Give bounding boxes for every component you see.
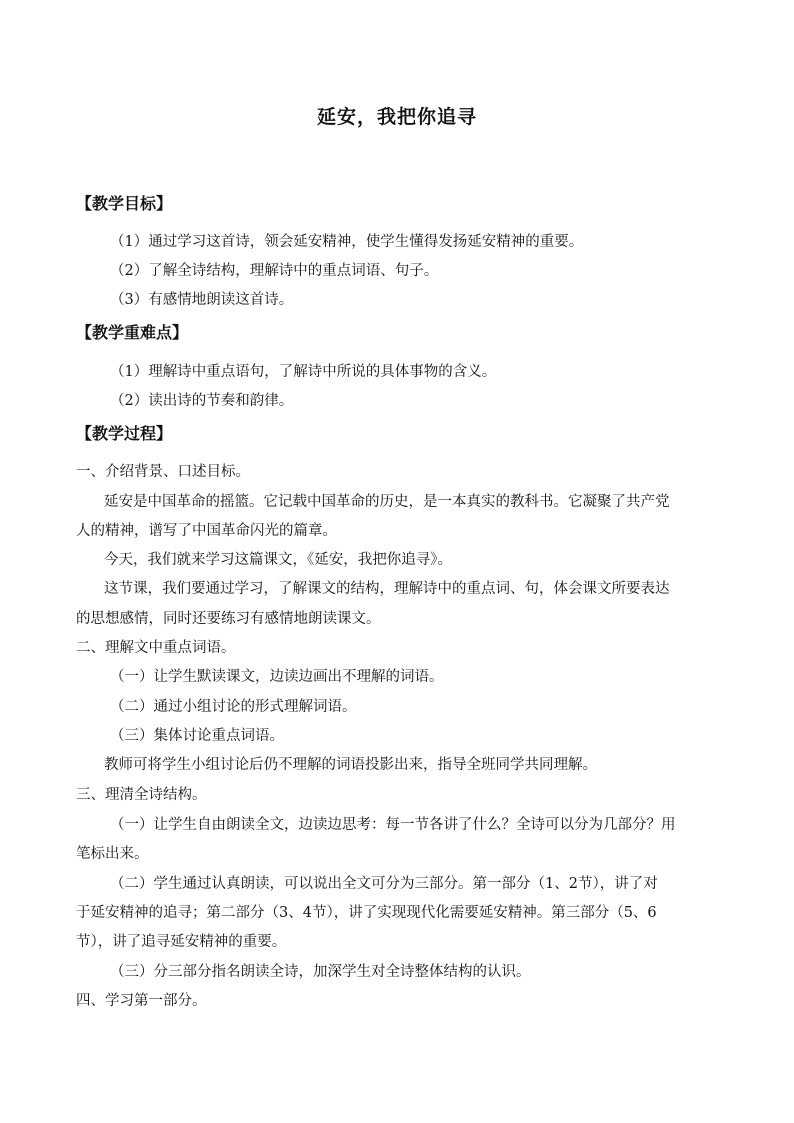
process-line: （三）分三部分指名朗读全诗，加深学生对全诗整体结构的认识。: [110, 964, 531, 980]
process-line: 这节课，我们要通过学习，了解课文的结构，理解诗中的重点词、句，体会课文所要表达: [104, 581, 670, 597]
process-line: （一）让学生自由朗读全文，边读边思考：每一节各讲了什么？全诗可以分为几部分？用: [110, 817, 676, 833]
goal-item-3: （3）有感情地朗读这首诗。: [110, 292, 294, 308]
process-line: 人的精神，谱写了中国革命闪光的篇章。: [76, 523, 337, 539]
process-line: 延安是中国革命的摇篮。它记载中国革命的历史，是一本真实的教科书。它凝聚了共产党: [104, 494, 670, 510]
process-line: （一）让学生默读课文，边读边画出不理解的词语。: [110, 669, 444, 685]
document-title: 延安，我把你追寻: [316, 106, 477, 128]
process-line: 今天，我们就来学习这篇课文，《延安，我把你追寻》。: [104, 552, 452, 568]
process-line: 四、学习第一部分。: [76, 993, 207, 1009]
process-line: 教师可将学生小组讨论后仍不理解的词语投影出来，指导全班同学共同理解。: [104, 757, 597, 773]
process-line: 于延安精神的追寻；第二部分（3、4节），讲了实现现代化需要延安精神。第三部分（5、6: [76, 905, 657, 921]
process-line: （二）学生通过认真朗读，可以说出全文可分为三部分。第一部分（1、2节），讲了对: [110, 876, 658, 892]
section-heading-goals: 【教学目标】: [76, 194, 173, 213]
process-line: （三）集体讨论重点词语。: [110, 728, 284, 744]
key-point-item-2: （2）读出诗的节奏和韵律。: [110, 393, 294, 409]
goal-item-2: （2）了解全诗结构，理解诗中的重点词语、句子。: [110, 263, 439, 279]
section-heading-key-points: 【教学重难点】: [76, 323, 189, 342]
process-line: 的思想感情，同时还要练习有感情地朗读课文。: [76, 611, 381, 627]
process-line: 笔标出来。: [76, 846, 149, 862]
process-line: 节），讲了追寻延安精神的重要。: [76, 934, 287, 950]
section-heading-process: 【教学过程】: [76, 424, 173, 443]
process-line: 二、理解文中重点词语。: [76, 640, 236, 656]
process-line: 一、介绍背景、口述目标。: [76, 464, 250, 480]
process-line: 三、理清全诗结构。: [76, 787, 207, 803]
goal-item-1: （1）通过学习这首诗，领会延安精神，使学生懂得发扬延安精神的重要。: [110, 234, 584, 250]
process-line: （二）通过小组讨论的形式理解词语。: [110, 699, 357, 715]
key-point-item-1: （1）理解诗中重点语句，了解诗中所说的具体事物的含义。: [110, 364, 497, 380]
